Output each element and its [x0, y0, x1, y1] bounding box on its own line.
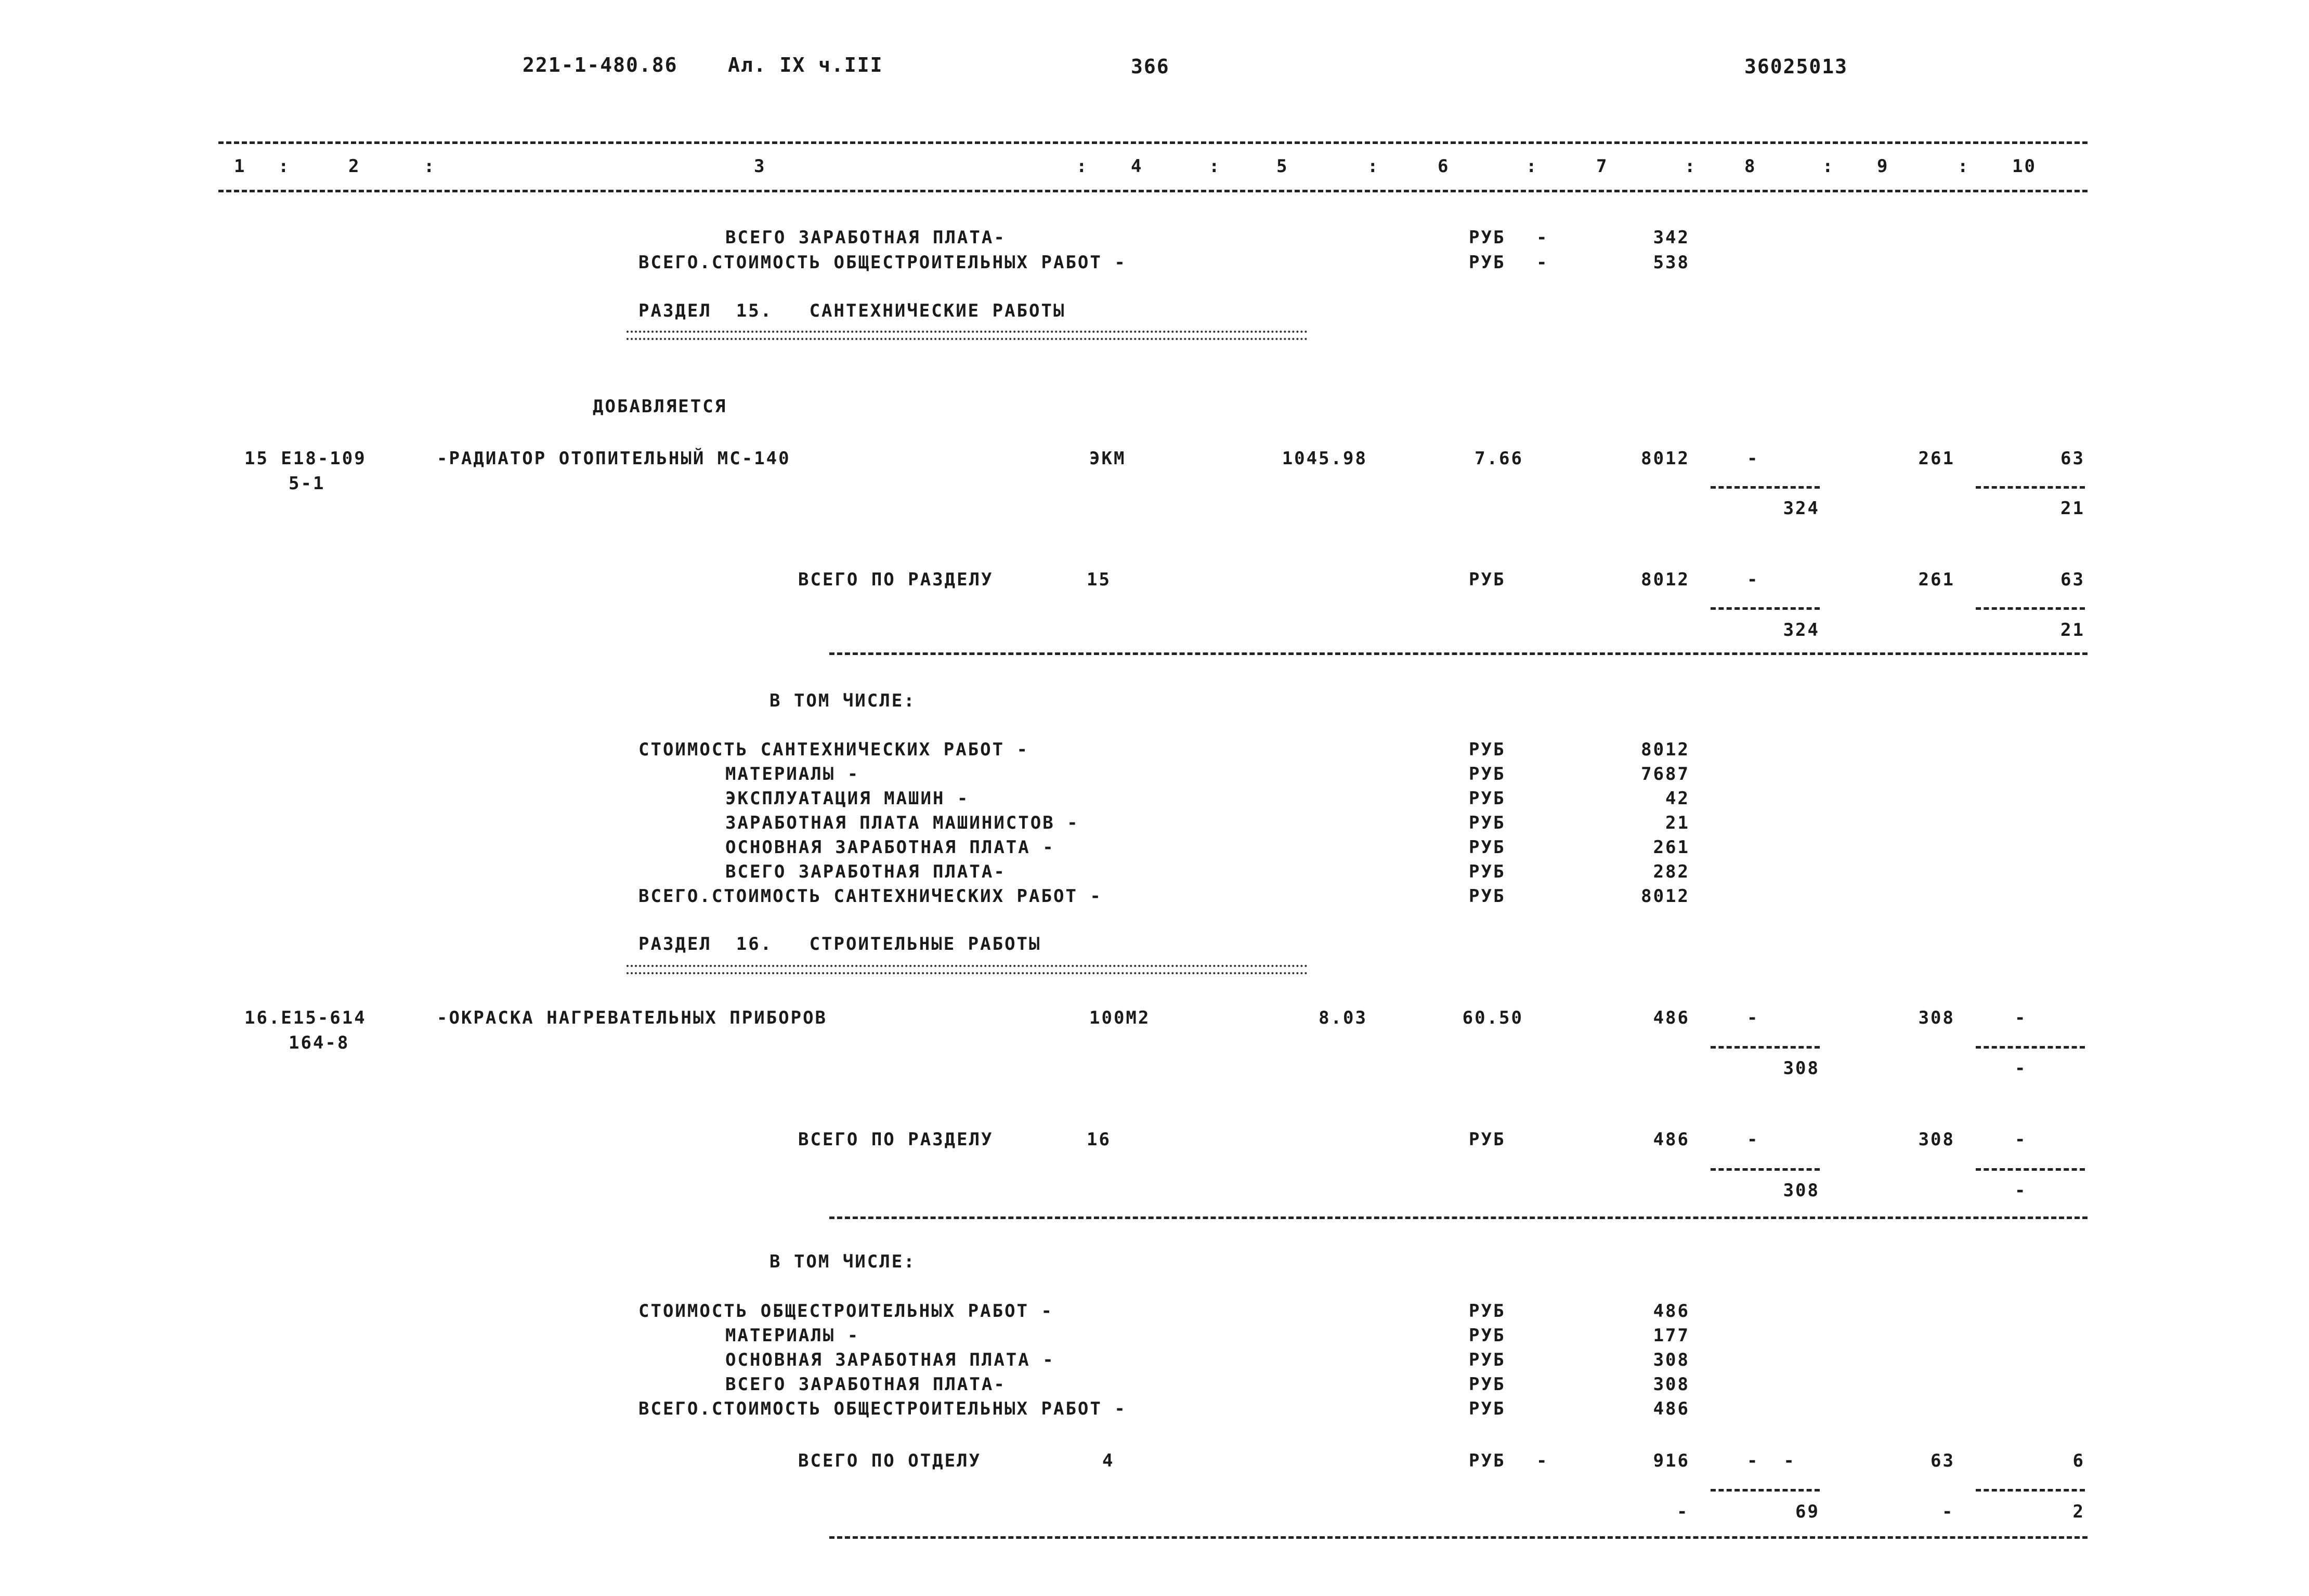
col-3: 3 — [754, 156, 766, 177]
sub-rule — [1711, 1168, 1820, 1171]
section-num: 16 — [1087, 1129, 1111, 1150]
breakdown-label: МАТЕРИАЛЫ - — [725, 1325, 860, 1346]
total-label: ВСЕГО ПО РАЗДЕЛУ — [798, 569, 994, 590]
col8-value: - - — [1747, 1450, 1796, 1471]
col10-sub: 2 — [2072, 1501, 2085, 1522]
unit: РУБ — [1469, 886, 1506, 907]
breakdown-label: ЗАРАБОТНАЯ ПЛАТА МАШИНИСТОВ - — [725, 813, 1079, 833]
col-1: 1 — [234, 156, 246, 177]
col10-value: 63 — [2060, 569, 2085, 590]
col10-sub: 21 — [2060, 498, 2085, 519]
item-number: 15 Е18-109 — [244, 448, 367, 469]
unit: РУБ — [1469, 227, 1506, 248]
unit: РУБ — [1469, 569, 1506, 590]
unit: РУБ — [1469, 861, 1506, 882]
col10-value: - — [2015, 1008, 2027, 1028]
item-subnumber: 5-1 — [289, 473, 325, 494]
col-sep: : — [1685, 156, 1697, 177]
unit: РУБ — [1469, 788, 1506, 809]
sub-rule — [1711, 1489, 1820, 1492]
section-title: РАЗДЕЛ 15. САНТЕХНИЧЕСКИЕ РАБОТЫ — [638, 300, 1066, 321]
unit: РУБ — [1469, 1450, 1506, 1471]
item-subnumber: 164-8 — [289, 1032, 350, 1053]
unit: РУБ — [1469, 1129, 1506, 1150]
value: 7687 — [1641, 764, 1690, 784]
col7-sub: - — [1677, 1501, 1689, 1522]
col8-value: - — [1747, 448, 1759, 469]
col9-value: 308 — [1918, 1008, 1955, 1028]
value: 342 — [1653, 227, 1690, 248]
breakdown-label: ВСЕГО ЗАРАБОТНАЯ ПЛАТА- — [725, 861, 1006, 882]
item-qty: 8.03 — [1319, 1008, 1367, 1028]
col-sep: : — [1209, 156, 1221, 177]
item-total: 8012 — [1641, 448, 1690, 469]
value: 261 — [1653, 837, 1690, 858]
dash: - — [1536, 252, 1549, 273]
col8-value: - — [1747, 1129, 1759, 1150]
sub-rule — [1976, 1489, 2085, 1492]
col10-value: 63 — [2060, 448, 2085, 469]
unit: РУБ — [1469, 1325, 1506, 1346]
col9-sub: - — [1942, 1501, 1954, 1522]
doc-code: 221-1-480.86 — [523, 54, 678, 76]
value: 42 — [1665, 788, 1690, 809]
col10-sub: 21 — [2060, 620, 2085, 640]
item-name: -РАДИАТОР ОТОПИТЕЛЬНЫЙ МС-140 — [437, 448, 791, 469]
total-value: 8012 — [1641, 569, 1690, 590]
col8-value: - — [1747, 569, 1759, 590]
total-value: 916 — [1653, 1450, 1690, 1471]
incl-label: В ТОМ ЧИСЛЕ: — [769, 690, 916, 711]
breakdown-label: ОСНОВНАЯ ЗАРАБОТНАЯ ПЛАТА - — [725, 1350, 1055, 1370]
item-price: 60.50 — [1462, 1008, 1523, 1028]
page-number: 366 — [1131, 55, 1170, 78]
value: 308 — [1653, 1350, 1690, 1370]
col8-sub: 308 — [1783, 1180, 1820, 1201]
unit: РУБ — [1469, 1301, 1506, 1322]
unit: РУБ — [1469, 764, 1506, 784]
section-num: 4 — [1102, 1450, 1115, 1471]
value: 8012 — [1641, 886, 1690, 907]
unit: РУБ — [1469, 1350, 1506, 1370]
item-unit: 100М2 — [1089, 1008, 1151, 1028]
dash: - — [1536, 227, 1549, 248]
value: 177 — [1653, 1325, 1690, 1346]
col-sep: : — [1958, 156, 1970, 177]
breakdown-label: ВСЕГО.СТОИМОСТЬ САНТЕХНИЧЕСКИХ РАБОТ - — [638, 886, 1102, 907]
col10-value: - — [2015, 1129, 2027, 1150]
col-4: 4 — [1131, 156, 1143, 177]
breakdown-label: ВСЕГО ЗАРАБОТНАЯ ПЛАТА- — [725, 1374, 1006, 1395]
col-10: 10 — [2012, 156, 2037, 177]
section-num: 15 — [1087, 569, 1111, 590]
col-9: 9 — [1877, 156, 1889, 177]
col-sep: : — [1526, 156, 1538, 177]
total-label: ВСЕГО.СТОИМОСТЬ ОБЩЕСТРОИТЕЛЬНЫХ РАБОТ - — [638, 252, 1127, 273]
total-label: ВСЕГО ЗАРАБОТНАЯ ПЛАТА- — [725, 227, 1006, 248]
sub-rule — [1711, 607, 1820, 610]
breakdown-label: ЭКСПЛУАТАЦИЯ МАШИН - — [725, 788, 970, 809]
item-number: 16.Е15-614 — [244, 1008, 367, 1028]
breakdown-label: ВСЕГО.СТОИМОСТЬ ОБЩЕСТРОИТЕЛЬНЫХ РАБОТ - — [638, 1398, 1127, 1419]
doc-number: 36025013 — [1744, 55, 1848, 78]
col10-sub: - — [2015, 1180, 2027, 1201]
unit: РУБ — [1469, 837, 1506, 858]
col9-value: 308 — [1918, 1129, 1955, 1150]
item-name: -ОКРАСКА НАГРЕВАТЕЛЬНЫХ ПРИБОРОВ — [437, 1008, 828, 1028]
item-total: 486 — [1653, 1008, 1690, 1028]
unit: РУБ — [1469, 1398, 1506, 1419]
value: 308 — [1653, 1374, 1690, 1395]
col-8: 8 — [1744, 156, 1757, 177]
value: 486 — [1653, 1398, 1690, 1419]
col9-value: 261 — [1918, 448, 1955, 469]
sub-rule — [1976, 1168, 2085, 1171]
dash: - — [1536, 1450, 1549, 1471]
breakdown-label: СТОИМОСТЬ САНТЕХНИЧЕСКИХ РАБОТ - — [638, 739, 1029, 760]
sub-rule — [1711, 1046, 1820, 1049]
col-sep: : — [278, 156, 291, 177]
rule-header-bottom — [218, 190, 2088, 192]
unit: РУБ — [1469, 252, 1506, 273]
rule-section-total — [829, 652, 2088, 655]
col9-value: 261 — [1918, 569, 1955, 590]
total-value: 486 — [1653, 1129, 1690, 1150]
value: 538 — [1653, 252, 1690, 273]
col-sep: : — [1822, 156, 1835, 177]
rule-bottom — [829, 1536, 2088, 1539]
total-label: ВСЕГО ПО РАЗДЕЛУ — [798, 1129, 994, 1150]
col10-value: 6 — [2072, 1450, 2085, 1471]
rule-section-total — [829, 1216, 2088, 1219]
sub-rule — [1976, 607, 2085, 610]
item-price: 7.66 — [1475, 448, 1523, 469]
album-ref: Ал. IX ч.III — [728, 54, 883, 76]
col8-sub: 324 — [1783, 620, 1820, 640]
col-sep: : — [1076, 156, 1089, 177]
added-label: ДОБАВЛЯЕТСЯ — [593, 396, 727, 417]
sub-rule — [1711, 486, 1820, 489]
breakdown-label: СТОИМОСТЬ ОБЩЕСТРОИТЕЛЬНЫХ РАБОТ - — [638, 1301, 1053, 1322]
col8-sub: 308 — [1783, 1058, 1820, 1079]
value: 282 — [1653, 861, 1690, 882]
sub-rule — [1976, 486, 2085, 489]
unit: РУБ — [1469, 739, 1506, 760]
col8-value: - — [1747, 1008, 1759, 1028]
col9-value: 63 — [1930, 1450, 1955, 1471]
value: 21 — [1665, 813, 1690, 833]
section-title: РАЗДЕЛ 16. СТРОИТЕЛЬНЫЕ РАБОТЫ — [638, 934, 1041, 954]
rule-top — [218, 141, 2088, 144]
breakdown-label: ОСНОВНАЯ ЗАРАБОТНАЯ ПЛАТА - — [725, 837, 1055, 858]
col8-sub: 69 — [1795, 1501, 1820, 1522]
item-unit: ЭКМ — [1089, 448, 1126, 469]
col-6: 6 — [1438, 156, 1450, 177]
col-2: 2 — [348, 156, 361, 177]
section-underline — [627, 965, 1308, 974]
col-sep: : — [424, 156, 436, 177]
incl-label: В ТОМ ЧИСЛЕ: — [769, 1251, 916, 1272]
value: 8012 — [1641, 739, 1690, 760]
item-qty: 1045.98 — [1282, 448, 1367, 469]
breakdown-label: МАТЕРИАЛЫ - — [725, 764, 860, 784]
value: 486 — [1653, 1301, 1690, 1322]
col-7: 7 — [1596, 156, 1609, 177]
col-5: 5 — [1276, 156, 1289, 177]
section-underline — [627, 331, 1308, 340]
col8-sub: 324 — [1783, 498, 1820, 519]
unit: РУБ — [1469, 1374, 1506, 1395]
col-sep: : — [1367, 156, 1380, 177]
total-label: ВСЕГО ПО ОТДЕЛУ — [798, 1450, 982, 1471]
sub-rule — [1976, 1046, 2085, 1049]
col10-sub: - — [2015, 1058, 2027, 1079]
unit: РУБ — [1469, 813, 1506, 833]
